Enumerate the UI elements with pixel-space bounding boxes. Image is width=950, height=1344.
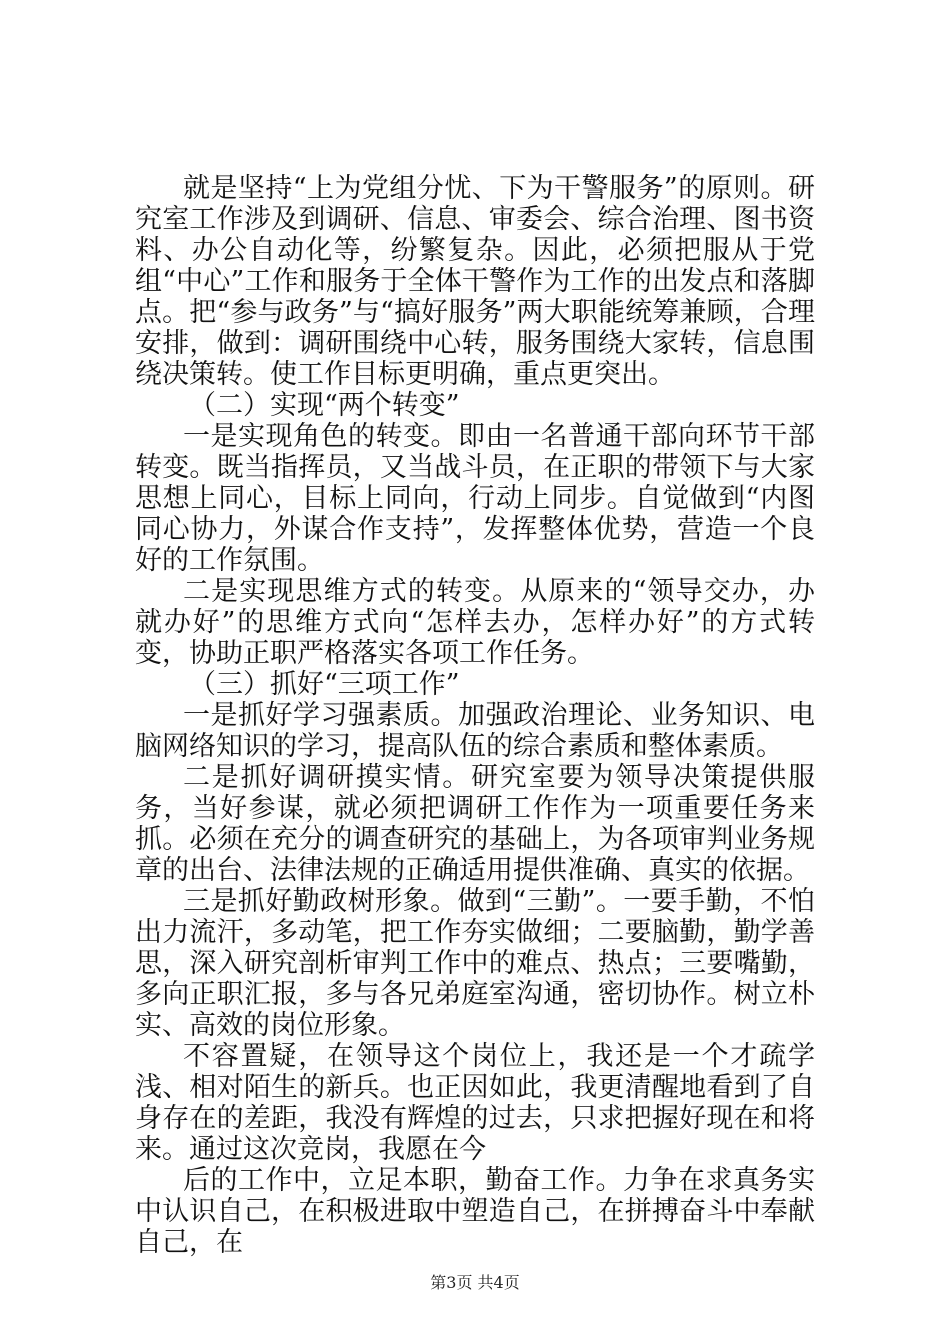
paragraph: 二是抓好调研摸实情。研究室要为领导决策提供服务，当好参谋，就必须把调研工作作为一项重要任务来抓。必须在充分的调查研究的基础上，为各项审判业务规章的出台、法律法规的正确适用提供准确、真实的依据。 [135,762,815,886]
paragraph: 二是实现思维方式的转变。从原来的“领导交办，办就办好”的思维方式向“怎样去办，怎样办好”的方式转变，协助正职严格落实各项工作任务。 [135,576,815,669]
paragraph: 不容置疑，在领导这个岗位上，我还是一个才疏学浅、相对陌生的新兵。也正因如此，我更清醒地看到了自身存在的差距，我没有辉煌的过去，只求把握好现在和将来。通过这次竞岗，我愿在今 [135,1041,815,1165]
section-heading: （三）抓好“三项工作” [189,669,460,700]
document-body [135,173,815,1258]
paragraph: 一是实现角色的转变。即由一名普通干部向环节干部转变。既当指挥员，又当战斗员，在正职的带领下与大家思想上同心，目标上同向，行动上同步。自觉做到“内图同心协力，外谋合作支持”，发挥整体优势，营造一个良好的工作氛围。 [135,421,815,576]
paragraph: 就是坚持“上为党组分忧、下为干警服务”的原则。研究室工作涉及到调研、信息、审委会、综合治理、图书资料、办公自动化等，纷繁复杂。因此，必须把服从于党组“中心”工作和服务于全体干警作为工作的出发点和落脚点。把“参与政务”与“搞好服务”两大职能统筹兼顾，合理安排，做到：调研围绕中心转，服务围绕大家转，信息围绕决策转。使工作目标更明确，重点更突出。 [135,173,815,390]
paragraph: 后的工作中，立足本职，勤奋工作。力争在求真务实中认识自己，在积极进取中塑造自己，在拼搏奋斗中奉献自己，在 [135,1165,815,1258]
section-heading: （二）实现“两个转变” [189,390,460,421]
paragraph: 一是抓好学习强素质。加强政治理论、业务知识、电脑网络知识的学习，提高队伍的综合素质和整体素质。 [135,700,815,762]
paragraph: 三是抓好勤政树形象。做到“三勤”。一要手勤，不怕出力流汗，多动笔，把工作夯实做细；二要脑勤，勤学善思，深入研究剖析审判工作中的难点、热点；三要嘴勤，多向正职汇报，多与各兄弟庭室沟通，密切协作。树立朴实、高效的岗位形象。 [135,886,815,1041]
page-number-footer: 第3页 共4页 [430,1273,520,1292]
